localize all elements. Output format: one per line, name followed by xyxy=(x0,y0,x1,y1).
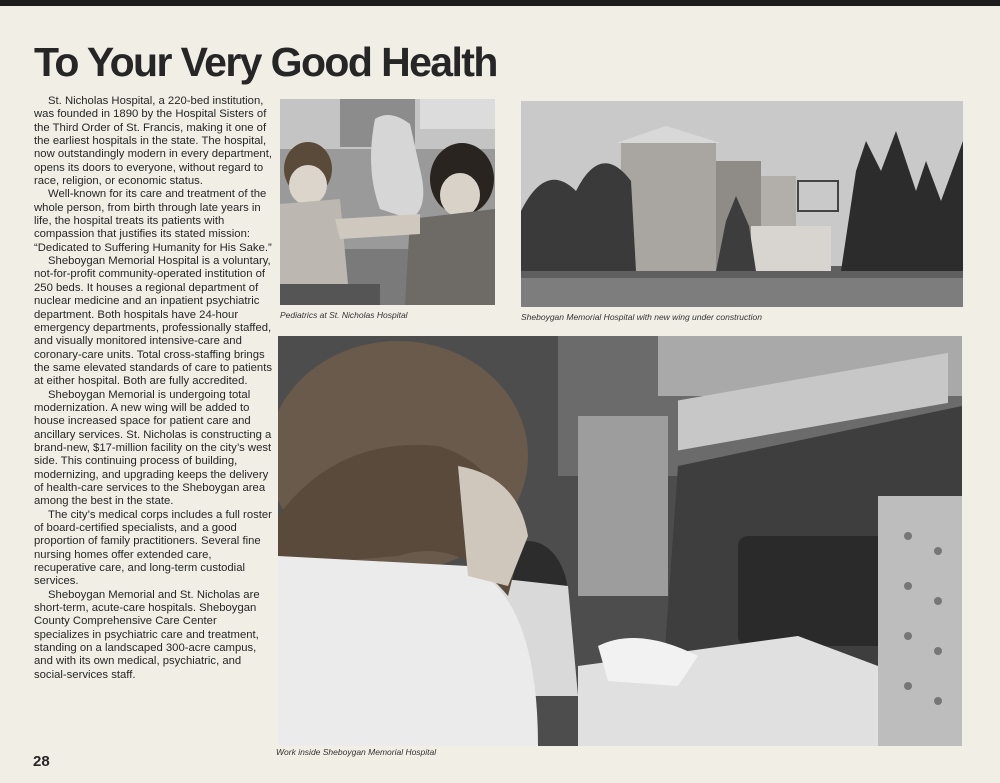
article-body xyxy=(34,95,274,682)
page-number: 28 xyxy=(33,753,50,770)
article-paragraph: Sheboygan Memorial Hospital is a voluntary, not-for-profit community-operated institution of 250 beds. It houses a regional department of nuclear medicine and an inpatient psychiatric department. Both hospitals have 24-hour emergency departments, professionally staffed, and visually monitored intensive-care and coronary-care units. Total cross-staffing brings the same elevated standards of care to patients at either hospital. Both are fully accredited. xyxy=(34,255,273,388)
page-title: To Your Very Good Health xyxy=(34,39,497,85)
magazine-page xyxy=(0,6,1000,783)
hospital-exterior-photo-caption: Sheboygan Memorial Hospital with new wing under construction xyxy=(521,312,762,322)
pediatrics-photo-caption: Pediatrics at St. Nicholas Hospital xyxy=(280,310,408,320)
interior-work-photo xyxy=(278,336,962,746)
pediatrics-photo xyxy=(280,99,495,305)
article-paragraph: Well-known for its care and treatment of the whole person, from birth through late years in life, the hospital treats its patients with compassion that justifies its stated mission: “Dedicated to Suffering Humanity for His Sake.” xyxy=(34,188,272,254)
article-paragraph: Sheboygan Memorial is undergoing total modernization. A new wing will be added to house increased space for patient care and ancillary services. St. Nicholas is constructing a brand-new, $17-million facility on the city’s west side. This continuing process of building, modernizing, and upgrading keeps the delivery of health-care services to the Sheboygan area among the best in the state. xyxy=(34,388,272,508)
hospital-exterior-photo xyxy=(521,101,963,307)
interior-work-photo-caption: Work inside Sheboygan Memorial Hospital xyxy=(276,747,437,757)
article-paragraph: The city’s medical corps includes a full roster of board-certified specialists, and a good proportion of family practitioners. Several fine nursing homes offer extended care, recuperative care, and long-term custodial services. xyxy=(34,508,272,588)
article-paragraph: Sheboygan Memorial and St. Nicholas are short-term, acute-care hospitals. Sheboygan County Comprehensive Care Center specializes in psychiatric care and treatment, standing on a landscaped 300-acre campus, and with its own medical, psychiatric, and social-services staff. xyxy=(34,588,260,681)
article-paragraph: St. Nicholas Hospital, a 220-bed institution, was founded in 1890 by the Hospital Sisters of the Third Order of St. Francis, making it one of the earliest hospitals in the state. The hospital, now outstandingly modern in every department, opens its doors to everyone, without regard to race, religion, or economic status. xyxy=(34,95,272,188)
